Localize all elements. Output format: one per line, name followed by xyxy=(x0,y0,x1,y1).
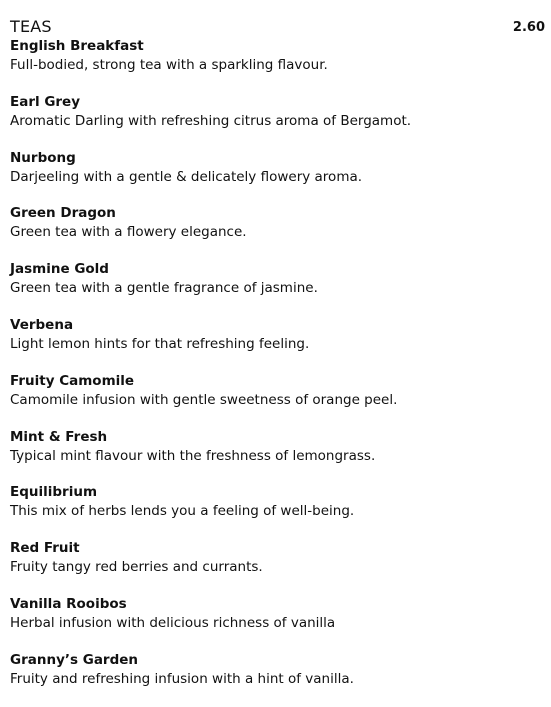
menu-item-fruity-camomile xyxy=(10,372,545,428)
menu-item-earl-grey xyxy=(10,93,545,149)
item-description: This mix of herbs lends you a feeling of well-being. xyxy=(10,503,355,520)
item-description: Herbal infusion with delicious richness of vanilla xyxy=(10,614,336,631)
item-description: Darjeeling with a gentle & delicately flowery aroma. xyxy=(10,168,363,185)
item-description: Full-bodied, strong tea with a sparkling flavour. xyxy=(10,57,328,73)
menu-item-jasmine-gold xyxy=(10,260,545,316)
section-title: TEAS xyxy=(10,17,52,36)
item-description: Green tea with a gentle fragrance of jasmine. xyxy=(10,280,318,297)
item-name: Equilibrium xyxy=(10,484,98,501)
item-name: Fruity Camomile xyxy=(10,372,135,389)
item-description: Camomile infusion with gentle sweetness of orange peel. xyxy=(10,391,398,408)
item-description: Aromatic Darling with refreshing citrus aroma of Bergamot. xyxy=(10,112,412,129)
menu-item-english-breakfast xyxy=(10,37,545,93)
item-description: Fruity tangy red berries and currants. xyxy=(10,559,263,576)
item-description: Green tea with a flowery elegance. xyxy=(10,224,247,241)
item-name: Earl Grey xyxy=(10,93,81,110)
item-name: Vanilla Rooibos xyxy=(10,595,127,612)
item-name: English Breakfast xyxy=(10,38,144,54)
item-name: Jasmine Gold xyxy=(10,261,109,278)
menu-item-verbena xyxy=(10,316,545,372)
item-description: Light lemon hints for that refreshing feeling. xyxy=(10,335,310,352)
item-name: Granny’s Garden xyxy=(10,651,139,668)
menu-item-equilibrium xyxy=(10,483,545,539)
item-name: Nurbong xyxy=(10,149,76,166)
item-description: Fruity and refreshing infusion with a hint of vanilla. xyxy=(10,670,354,687)
menu-item-nurbong xyxy=(10,149,545,205)
item-description: Typical mint flavour with the freshness of lemongrass. xyxy=(10,447,376,464)
menu-item-green-dragon xyxy=(10,204,545,260)
menu-item-grannys-garden xyxy=(10,651,545,707)
item-name: Red Fruit xyxy=(10,540,80,557)
section-price: 2.60 xyxy=(512,20,545,35)
tea-list xyxy=(10,37,545,707)
menu-item-mint-fresh xyxy=(10,428,545,484)
menu-item-red-fruit xyxy=(10,539,545,595)
item-name: Mint & Fresh xyxy=(10,428,108,445)
menu-header xyxy=(10,17,545,39)
menu-item-vanilla-rooibos xyxy=(10,595,545,651)
item-name: Verbena xyxy=(10,316,74,333)
item-name: Green Dragon xyxy=(10,205,116,222)
